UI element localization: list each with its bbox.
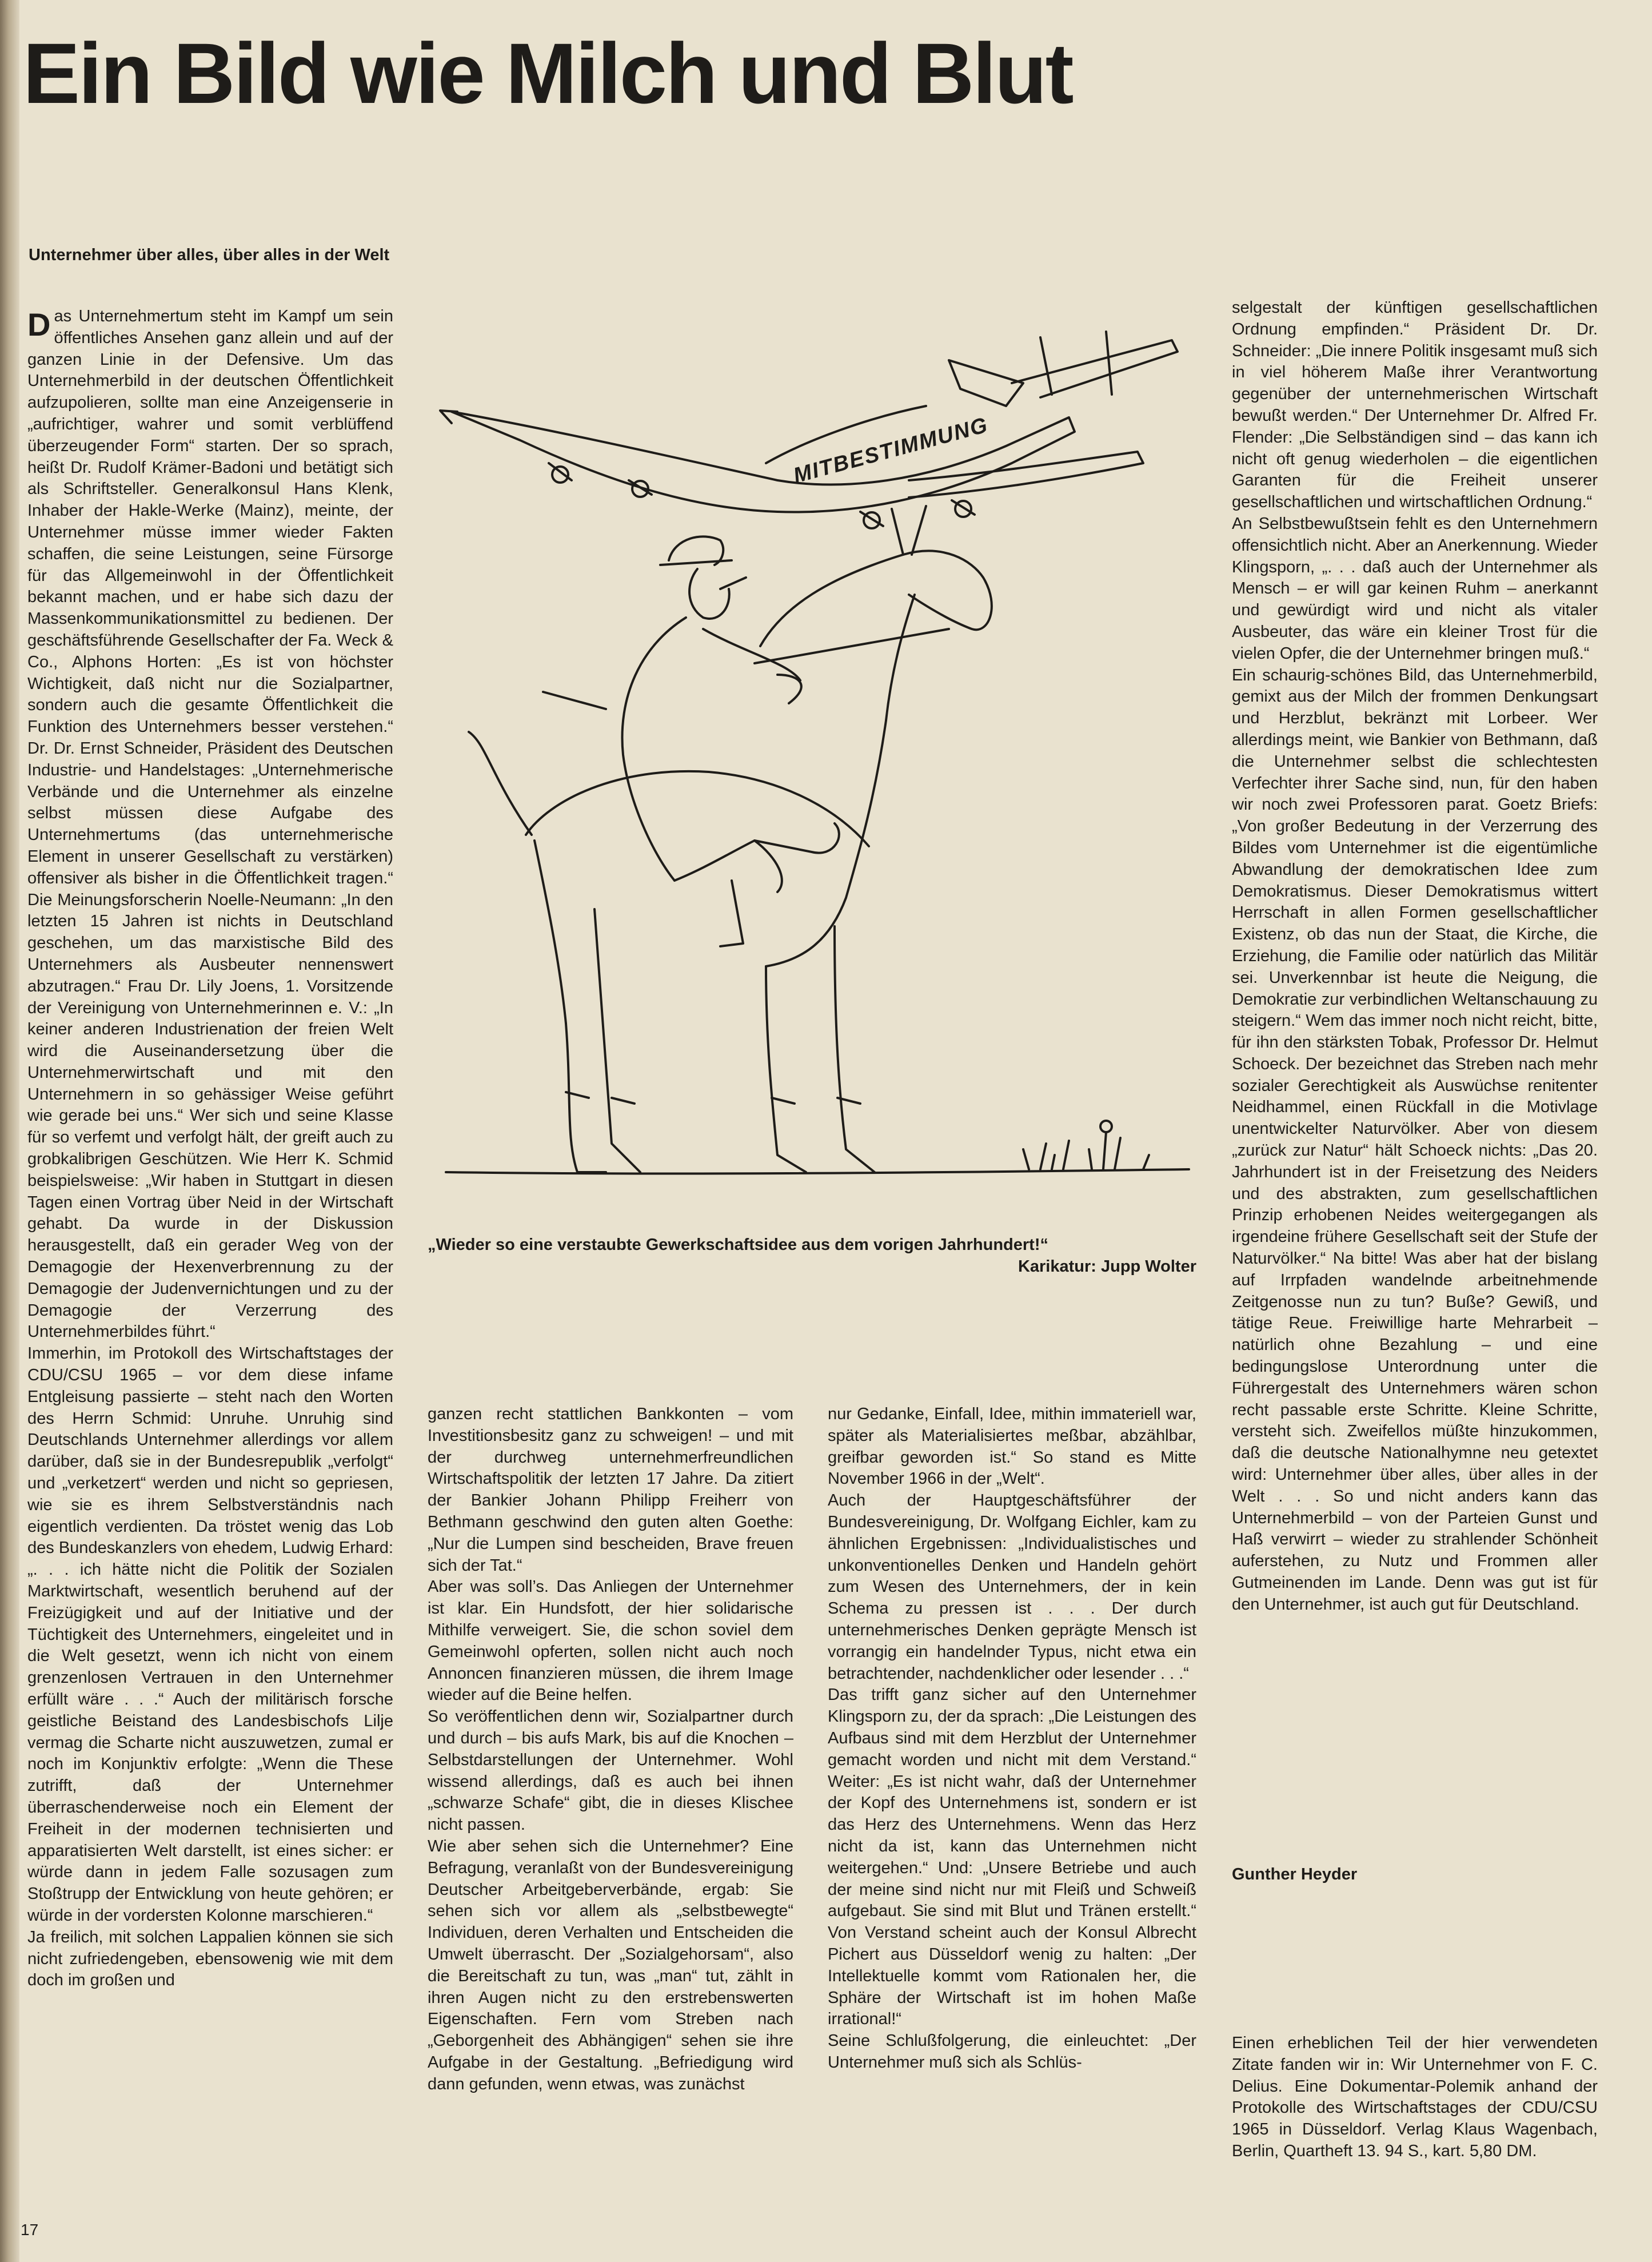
paragraph: [27, 306, 393, 1343]
page-number: 17: [21, 2221, 39, 2239]
author-name: Gunther Heyder: [1232, 1865, 1358, 1883]
article-headline: Ein Bild wie Milch und Blut: [23, 25, 1072, 121]
paragraph: So veröffentlichen denn wir, Sozialpartner durch und durch – bis aufs Mark, bis auf die Knochen – Selbstdarstellungen der Unternehmer. Wohl wissend allerdings, daß es auch bei ihnen „schwarze Schafe“ gibt, die in dieses Klischee nicht passen.: [428, 1707, 793, 1834]
rider-drawing: [543, 536, 926, 1201]
paragraph: Wie aber sehen sich die Unternehmer? Eine Befragung, veranlaßt von der Bundesvereinigung Deutscher Arbeitgeberverbände, ergab: Sie sehen sich vor allem als „selbstbewegte“ Individuen, deren Verhalten und Entscheiden die Umwelt überrascht. Der „Sozialgehorsam“, also die Bereitschaft zu tun, was „man“ tut, zählt in ihren Augen nicht zu den erstrebenswerten Eigenschaften. Fern vom Streben nach „Geborgenheit des Abhängigen“ sehen sie ihre Aufgabe in der Gestaltung. „Befriedigung wird dann gefunden, wenn etwas, was zunächst: [428, 1837, 793, 2093]
cartoon-illustration: [434, 309, 1206, 1201]
paragraph: Immerhin, im Protokoll des Wirtschaftstages der CDU/CSU 1965 – vor dem diese infame Entgleisung passierte – steht nach den Worten des Herrn Schmid: Unruhe. Unruhig sind Deutschlands Unternehmer allerdings vor allem darüber, daß sie in der Bundesrepublik „verfolgt“ und „verketzert“ werden und nicht so gepriesen, wie sie es ihrem Selbstverständnis nach eigentlich verdienten. Da tröstet wenig das Lob des Bundeskanzlers von ehedem, Ludwig Erhard: „. . . ich hätte nicht die Politik der Sozialen Marktwirtschaft, wesentlich beruhend auf der Freizügigkeit und auf der Initiative und der Tüchtigkeit des Unternehmers, eingeleitet und in die Welt gesetzt, wenn ich nicht von einem grenzenlosen Vertrauen in den Unternehmer erfüllt wäre . . .“ Auch der militärisch forsche geistliche Beistand des Landesbischofs Lilje vermag die Scharte nicht auszuwetzen, zumal er noch im Konjunktiv erfolgte: „Wenn die These zutrifft, daß der Unternehmer überraschenderweise noch ein Element der Freiheit in der modernen technisierten und apparatisierten Welt darstellt, ist eines sicher: er würde dann in jedem Falle sozusagen zum Stoßtrupp der Entwicklung von heute gehören; er würde in der vordersten Kolonne marschieren.“: [27, 1344, 393, 1925]
paragraph: ganzen recht stattlichen Bankkonten – vom Investitionsbesitz ganz zu schweigen! – und mit der durchweg unternehmerfreundlichen Wirtschaftspolitik der letzten 17 Jahre. Da zitiert der Bankier Johann Philipp Freiherr von Bethmann geschwind den guten alten Goethe: „Nur die Lumpen sind bescheiden, Brave freuen sich der Tat.“: [428, 1405, 793, 1575]
binding-spine-shadow: [0, 0, 19, 2262]
source-note-text: Einen erheblichen Teil der hier verwendeten Zitate fanden wir in: Wir Unternehmer von F. C. Delius. Eine Dokumentar-Polemik anhand der Protokolle des Wirtschaftstages der CDU/CSU 1965 in Düsseldorf. Verlag Klaus Wagenbach, Berlin, Quartheft 13. 94 S., kart. 5,80 DM.: [1232, 2034, 1598, 2160]
paragraph: An Selbstbewußtsein fehlt es den Unternehmern offensichtlich nicht. Aber an Anerkennung. Wieder Klingsporn, „. . . daß auch der Unternehmer als Mensch – er will gar keinen Ruhm – anerkannt und gewürdigt wird und nicht als vitaler Ausbeuter, das wäre ein kleiner Trost für die vielen Opfer, die der Unternehmer bringen muß.“: [1232, 514, 1598, 663]
paragraph: Seine Schlußfolgerung, die einleuchtet: „Der Unternehmer muß sich als Schlüs-: [828, 2032, 1196, 2072]
caption-quote: „Wieder so eine verstaubte Gewerkschaftsidee aus dem vorigen Jahrhundert!“: [428, 1236, 1048, 1254]
article-subtitle: Unternehmer über alles, über alles in der Welt: [29, 246, 390, 264]
source-note: [1232, 2033, 1598, 2181]
paragraph: Auch der Hauptgeschäftsführer der Bundesvereinigung, Dr. Wolfgang Eichler, kam zu ähnlichen Ergebnissen: „Individualistisches und unkonventionelles Denken und Handeln gehört zum Wesen des Unternehmers, der in kein Schema zu pressen ist . . . Der durch unternehmerisches Denken geprägte Mensch ist vorrangig ein handelnder Typus, nicht etwa ein betrachtender, nachdenklicher oder lesender . . .“: [828, 1491, 1196, 1683]
paragraph: Ein schaurig-schönes Bild, das Unternehmerbild, gemixt aus der Milch der frommen Denkungsart und Herzblut, bekränzt mit Lorbeer. Wer allerdings meint, wie Bankier von Bethmann, daß die Unternehmer selbst die schlechtesten Verfechter ihrer Sache sind, nun, für den haben wir noch zwei Professoren parat. Goetz Briefs: „Von großer Bedeutung in der Verzerrung des Bildes vom Unternehmer ist die eigentümliche Abwandlung der demokratischen Idee zum Demokratismus. Dieser Demokratismus wittert Herrschaft in allen Formen gesellschaftlicher Existenz, ob das nun der Staat, die Kirche, die Erziehung, die Familie oder natürlich das Militär sei. Unverkennbar ist heute die Neigung, die Demokratie zur verbindlichen Weltanschauung zu steigern.“ Wem das immer noch nicht reicht, bitte, für ihn den stärksten Tobak, Professor Dr. Helmut Schoeck. Der bezeichnet das Streben nach mehr sozialer Gerechtigkeit als Auswüchse renitenter Neidhammel, einen Rückfall in die Motivlage unentwickelter Naturvölker. Aber von diesem „zurück zur Natur“ hält Schoeck nichts: „Das 20. Jahrhundert ist in der Freisetzung des Neiders und des abstrakten, zum gesellschaftlichen Prinzip erhobenen Neides weitergegangen als irgendeine frühere Gesellschaft seit der Stufe der Naturvölker.“ Na bitte! Was aber hat der bislang auf Irrpfaden wandelnde arbeitnehmende Zeitgenosse nun zu tun? Buße? Gewiß, und tätige Reue. Freiwillige harte Mehrarbeit – natürlich ohne Bezahlung – und eine bedingungslose Unterordnung unter die Führergestalt des Unternehmers wären schon recht passable erste Schritte. Kleine Schritte, versteht sich. Zweifellos müßte hinzukommen, daß die deutsche Nationalhymne neu getextet wird: Unternehmer über alles, über alles in der Welt . . . So und nicht anders kann das Unternehmerbild – von der Parteien Gunst und Haß verwirrt – wieder zu strahlender Schönheit auferstehen, zu Nutz und Frommen aller Gutmeinenden im Lande. Denn was gut ist für den Unternehmer, ist auch gut für Deutschland.: [1232, 666, 1598, 1614]
paragraph: Ja freilich, mit solchen Lappalien können sie sich nicht zufriedengeben, ebensowenig wie mit dem doch im großen und: [27, 1928, 393, 1990]
ground-and-grass: [446, 1121, 1189, 1173]
text-column-2: [428, 1404, 793, 2193]
text-column-3: [828, 1404, 1196, 2193]
paragraph: nur Gedanke, Einfall, Idee, mithin immateriell war, später als Materialisiertes meßbar, abzählbar, greifbar geworden ist.“ So stand es Mitte November 1966 in der „Welt“.: [828, 1405, 1196, 1488]
paragraph: selgestalt der künftigen gesellschaftlichen Ordnung empfinden.“ Präsident Dr. Dr. Schneider: „Die innere Politik insgesamt muß sich in viel höherem Maße ihrer Verantwortung gegenüber der unternehmerischen Wirtschaft bewußt werden.“ Der Unternehmer Dr. Alfred Fr. Flender: „Die Selbständigen sind – das kann ich nicht oft genug wiederholen – die eigentlichen Garanten für die Freiheit unserer gesellschaftlichen und wirtschaftlichen Ordnung.“: [1232, 298, 1598, 512]
text-column-1: [27, 306, 393, 2187]
plane-label: MITBESTIMMUNG: [791, 413, 991, 488]
paragraph: Das trifft ganz sicher auf den Unternehmer Klingsporn zu, der da sprach: „Die Leistungen des Aufbaus sind mit dem Herzblut der Unternehmer gemacht worden und nicht mit dem Verstand.“ Weiter: „Es ist nicht wahr, daß der Unternehmer der Kopf des Unternehmens ist, sondern er ist das Herz des Unternehmens. Wenn das Herz nicht da ist, kann das Unternehmen nicht weitergehen.“ Und: „Unsere Betriebe und auch der meine sind nicht nur mit Fleiß und Schweiß aufgebaut. Sie sind mit Blut und Tränen erstellt.“ Von Verstand scheint auch der Konsul Albrecht Pichert aus Düsseldorf wenig zu halten: „Der Intellektuelle kommt vom Rationalen her, die Sphäre der Wirtschaft ist im hohen Maße irrational!“: [828, 1686, 1196, 2029]
caption-credit: Karikatur: Jupp Wolter: [1017, 1257, 1196, 1276]
cartoon-caption: [428, 1234, 1196, 1291]
drop-cap: D: [27, 306, 51, 343]
text-column-4: [1232, 297, 1598, 1841]
paragraph-text: as Unternehmertum steht im Kampf um sein öffentliches Ansehen ganz allein und auf der ganzen Linie in der Defensive. Um das Unternehmerbild in der deutschen Öffentlichkeit aufzupolieren, sollte man eine Anzeigenserie in „aufrichtiger, wahrer und somit verblüffend überzeugender Form“ starten. Der so sprach, heißt Dr. Rudolf Krämer-Badoni und betätigt sich als Schriftsteller. Generalkonsul Hans Klenk, Inhaber der Hakle-Werke (Mainz), meinte, der Unternehmer müsse immer wieder Fakten schaffen, die seine Leistungen, seine Fürsorge für das Allgemeinwohl in der Öffentlichkeit bekannt machen, und er habe sich dazu der Massenkommunikationsmittel zu bedienen. Der geschäftsführende Gesellschafter der Fa. Weck & Co., Alphons Horten: „Es ist von höchster Wichtigkeit, daß nicht nur die Sozialpartner, sondern auch die gesamte Öffentlichkeit die Funktion des Unternehmers besser verstehen.“ Dr. Dr. Ernst Schneider, Präsident des Deutschen Industrie- und Handelstages: „Unternehmerische Verbände und die Unternehmer als einzelne selbst müssen diese Aufgabe des Unternehmertums (das unternehmerische Element in unserer Gesellschaft zu verstärken) offensiver als bisher in die Öffentlichkeit tragen.“ Die Meinungsforscherin Noelle-Neumann: „In den letzten 15 Jahren ist nichts in Deutschland geschehen, um das marxistische Bild des Unternehmers als Ausbeuter nennenswert abzutragen.“ Frau Dr. Lily Joens, 1. Vorsitzende der Vereinigung von Unternehmerinnen e. V.: „In keiner anderen Industrienation der freien Welt wird die Auseinandersetzung über die Unternehmerwirtschaft und mit den Unternehmern in so gehässiger Weise geführt wie gerade bei uns.“ Wer sich und seine Klasse für so verfemt und verfolgt hält, der greift auch zu grobkalibrigen Geschützen. Wie Herr K. Schmid beispielsweise: „Wir haben in Stuttgart in diesen Tagen einen Vortrag über Neid in der Wirtschaft gehabt. Da wurde in der Diskussion herausgestellt, daß ein gerader Weg von der Demagogie der Hexenverbrennung zu der Demagogie der Judenvernichtungen und zu der Demagogie der Verzerrung des Unternehmerbildes führt.“: [27, 307, 393, 1341]
paragraph: Aber was soll’s. Das Anliegen der Unternehmer ist klar. Ein Hundsfott, der hier solidarische Mithilfe verweigert. Sie, die schon soviel dem Gemeinwohl opferten, sollen nicht auch noch Annoncen finanzieren müssen, die ihrem Image wieder auf die Beine helfen.: [428, 1578, 793, 1705]
horse-drawing: [469, 506, 992, 1172]
airplane-drawing: [440, 332, 1178, 528]
